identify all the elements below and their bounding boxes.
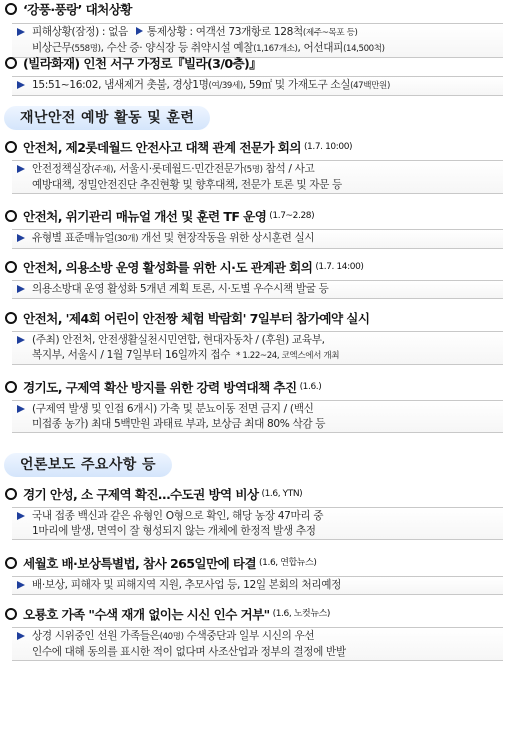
triangle-bullet-icon [17,28,25,36]
detail-line [32,333,499,348]
section-heading [0,209,507,224]
detail-line [32,645,499,660]
detail-box [12,23,503,58]
detail-text: , 59㎡ 및 가재도구 소실 [242,79,351,91]
detail-line [32,178,499,193]
detail-box [12,400,503,433]
detail-text: 국내 접종 백신과 같은 유형인 O형으로 확인, 해당 농장 47마리 중 [32,510,324,522]
detail-text: 상경 시위중인 선원 가족들은 [32,630,160,642]
detail-line [32,162,499,178]
detail-text: 안전정책실장 [32,163,92,175]
detail-text: (주최) 안전처, 안전생활실천시민연합, 현대자동차 / (후원) 교육부, [32,334,325,346]
heading-date: (1.7~2.28) [269,211,315,221]
heading-date: (1.6, 노컷뉴스) [272,609,331,619]
section-heading [0,2,507,17]
detail-text: (40명) [159,632,184,642]
detail-text: 통제상황 : 여객선 73개항로 128척 [146,26,303,38]
section-heading [0,380,507,395]
category-title: 언론보도 주요사항 등 [4,453,172,477]
detail-box [12,576,503,595]
category-banner [0,453,507,477]
heading-text: ‘강풍·풍랑’ 대처상황 [23,2,132,17]
detail-text: 예방대책, 정밀안전진단 추진현황 및 향후대책, 전문가 토론 및 자문 등 [32,178,342,191]
heading-text: 안전처, 위기관리 매뉴얼 개선 및 훈련 TF 운영 [23,209,267,224]
ring-bullet-icon [5,381,17,393]
detail-text: 수색중단과 일부 시신의 우선 [183,630,315,642]
detail-text: 유형별 표준매뉴얼 [32,232,115,244]
triangle-bullet-icon [17,165,25,173]
detail-text: 인수에 대해 동의를 표시한 적이 없다며 사조산업과 정부의 결정에 반발 [32,645,346,658]
ring-bullet-icon [5,141,17,153]
heading-text: (빌라화재) 인천 서구 가정로『빌라(3/0층)』 [23,56,262,71]
heading-text: 경기 안성, 소 구제역 확진…수도권 방역 비상 [23,487,259,502]
detail-box [12,627,503,661]
detail-text: (여/39세) [208,81,243,91]
ring-bullet-icon [5,210,17,222]
heading-date: (1.6, 연합뉴스) [259,558,317,568]
triangle-bullet-icon [17,512,25,520]
detail-line [32,509,499,524]
ring-bullet-icon [5,557,17,569]
detail-text: * 1.22~24, 코엑스에서 개최 [236,350,340,361]
triangle-bullet-icon [17,632,25,640]
detail-text: 피해상황(잠정) : 없음 [32,26,131,38]
heading-text: 안전처, '제4회 어린이 안전짱 체험 박람회' 7일부터 참가예약 실시 [23,311,370,326]
detail-line [32,78,499,94]
detail-text: 1마리에 발생, 면역이 잘 형성되지 않는 개체에 한정적 발생 추정 [32,524,316,537]
detail-text: 복지부, 서울시 / 1월 7일부터 16일까지 접수 [32,348,231,361]
detail-text: (30개) [114,234,139,244]
detail-text: (주재) [91,165,114,175]
section-heading [0,140,507,155]
detail-box [12,160,503,194]
ring-bullet-icon [5,488,17,500]
heading-text: 오룡호 가족 "수색 재개 없이는 시신 인수 거부" [23,607,270,622]
triangle-bullet-icon [136,27,143,35]
detail-line [32,578,499,593]
detail-box [12,280,503,299]
heading-date: (1.7. 10:00) [303,142,353,152]
detail-line [32,41,499,57]
ring-bullet-icon [5,261,17,273]
detail-text: (제주~목포 등) [302,28,358,38]
detail-text: , 서울시·롯데월드·민간전문가 [113,163,244,175]
section-heading [0,311,507,326]
detail-box [12,331,503,365]
detail-text: 미접종 농가) 최대 5백만원 과태료 부과, 보상금 최대 80% 삭감 등 [32,417,326,430]
category-title: 재난안전 예방 활동 및 훈련 [4,106,210,130]
heading-date: (1.7. 14:00) [315,262,364,272]
ring-bullet-icon [5,57,17,69]
detail-line [32,629,499,645]
detail-text: 배·보상, 피해자 및 피해지역 지원, 추모사업 등, 12일 본회의 처리예정 [32,579,341,591]
heading-text: 안전처, 의용소방 운영 활성화를 위한 시·도 관계관 회의 [23,260,313,275]
section-heading [0,56,507,71]
detail-line [32,231,499,247]
heading-date: (1.6, YTN) [261,489,303,499]
category-banner [0,106,507,130]
detail-box [12,507,503,540]
heading-text: 세월호 배·보상특별법, 참사 265일만에 타결 [23,556,257,571]
detail-line [32,348,499,364]
detail-text: (구제역 발생 및 인접 6개시) 가축 및 분뇨이동 전면 금지 / (백신 [32,403,314,415]
ring-bullet-icon [5,608,17,620]
detail-line [32,25,499,41]
detail-text: 15:51~16:02, 냄새제거 촛불, 경상1명 [32,79,209,91]
detail-text: 참석 / 사고 [262,163,315,175]
detail-line [32,417,499,432]
triangle-bullet-icon [17,581,25,589]
triangle-bullet-icon [17,81,25,89]
section-heading [0,607,507,622]
detail-line [32,402,499,417]
heading-date: (1.6.) [299,382,322,392]
detail-box [12,229,503,249]
section-heading [0,487,507,502]
section-heading [0,260,507,275]
triangle-bullet-icon [17,234,25,242]
detail-text: , 어선대피 [297,41,344,54]
detail-text: 개선 및 현장작동을 위한 상시훈련 실시 [138,232,315,244]
detail-text: (5명) [243,165,263,175]
detail-line [32,524,499,539]
triangle-bullet-icon [17,285,25,293]
detail-text: 의용소방대 운영 활성화 5개년 계획 토론, 시·도별 우수시책 발굴 등 [32,283,329,295]
triangle-bullet-icon [17,405,25,413]
heading-text: 안전처, 제2롯데월드 안전사고 대책 관계 전문가 회의 [23,140,301,155]
triangle-bullet-icon [17,336,25,344]
ring-bullet-icon [5,3,17,15]
detail-text: (558명) [71,43,101,54]
detail-text: (1,167개소) [253,43,298,54]
heading-text: 경기도, 구제역 확산 방지를 위한 강력 방역대책 추진 [23,380,297,395]
detail-text: (47백만원) [350,81,390,91]
detail-text: (14,500척) [343,43,385,54]
detail-text: , 수산 증· 양식장 등 취약시설 예찰 [100,41,254,54]
detail-box [12,76,503,96]
detail-text: 비상근무 [32,41,72,54]
ring-bullet-icon [5,312,17,324]
section-heading [0,556,507,571]
detail-line [32,282,499,297]
